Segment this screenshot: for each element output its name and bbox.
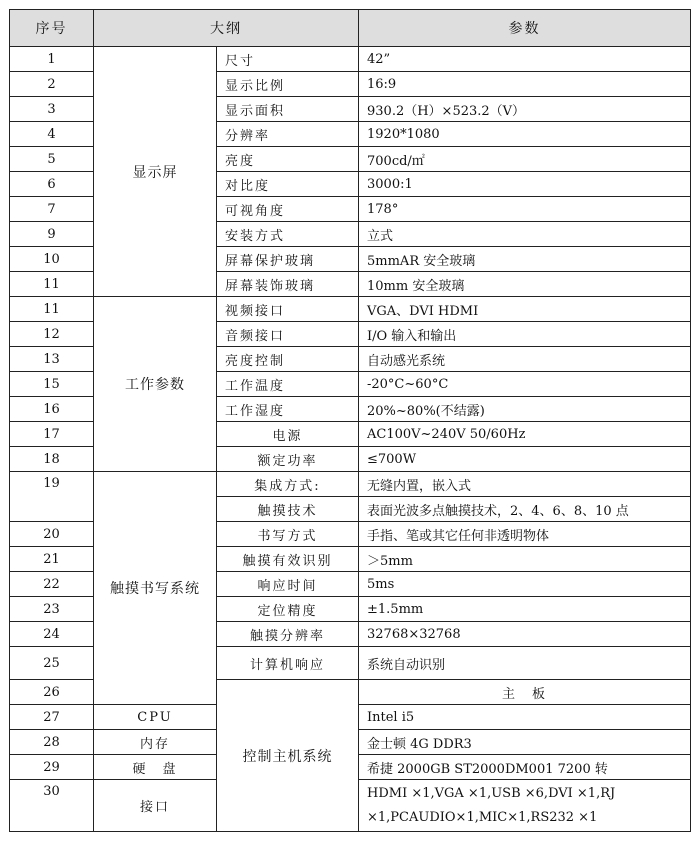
row-value: 1920*1080 — [359, 122, 691, 147]
row-value: 3000:1 — [359, 172, 691, 197]
row-value: 16:9 — [359, 72, 691, 97]
row-item: 电源 — [217, 422, 359, 447]
row-value: Intel i5 — [359, 705, 691, 730]
row-value: I/O 输入和输出 — [359, 322, 691, 347]
row-index: 28 — [10, 730, 94, 755]
row-item: 安装方式 — [217, 222, 359, 247]
row-value: HDMI ×1,VGA ×1,USB ×6,DVI ×1,RJ ×1,PCAUDIO×1,MIC×1,RS232 ×1 — [359, 780, 691, 832]
header-index: 序号 — [10, 10, 94, 47]
header-outline: 大纲 — [94, 10, 359, 47]
row-index: 19 — [10, 472, 94, 522]
row-index: 17 — [10, 422, 94, 447]
row-value: 5mmAR 安全玻璃 — [359, 247, 691, 272]
row-item: 硬 盘 — [94, 755, 217, 780]
row-value: 42” — [359, 47, 691, 72]
row-item: 显示面积 — [217, 97, 359, 122]
group-work: 工作参数 — [94, 297, 217, 472]
row-item: 接口 — [94, 780, 217, 832]
row-index: 26 — [10, 680, 94, 705]
group-display: 显示屏 — [94, 47, 217, 297]
table-row — [10, 472, 691, 497]
row-index: 20 — [10, 522, 94, 547]
header-params: 参数 — [359, 10, 691, 47]
row-item: 书写方式 — [217, 522, 359, 547]
row-value: ≤700W — [359, 447, 691, 472]
row-index: 2 — [10, 72, 94, 97]
row-item: 分辨率 — [217, 122, 359, 147]
row-item: 显示比例 — [217, 72, 359, 97]
row-value: 20%~80%(不结露) — [359, 397, 691, 422]
row-item: 内存 — [94, 730, 217, 755]
row-item: 工作湿度 — [217, 397, 359, 422]
row-index: 4 — [10, 122, 94, 147]
row-item: 可视角度 — [217, 197, 359, 222]
row-value: 930.2（H）×523.2（V） — [359, 97, 691, 122]
row-item: 亮度 — [217, 147, 359, 172]
row-index: 5 — [10, 147, 94, 172]
row-value: 金士顿 4G DDR3 — [359, 730, 691, 755]
row-index: 7 — [10, 197, 94, 222]
row-value: AC100V~240V 50/60Hz — [359, 422, 691, 447]
row-item: 屏幕装饰玻璃 — [217, 272, 359, 297]
header-row — [10, 10, 691, 47]
row-value: 32768×32768 — [359, 622, 691, 647]
row-value: 系统自动识别 — [359, 647, 691, 680]
row-index: 21 — [10, 547, 94, 572]
row-index: 10 — [10, 247, 94, 272]
row-index: 18 — [10, 447, 94, 472]
row-item: 视频接口 — [217, 297, 359, 322]
row-value: 自动感光系统 — [359, 347, 691, 372]
row-index: 6 — [10, 172, 94, 197]
row-value: 希捷 2000GB ST2000DM001 7200 转 — [359, 755, 691, 780]
row-value: ±1.5mm — [359, 597, 691, 622]
row-item: 尺寸 — [217, 47, 359, 72]
row-index: 15 — [10, 372, 94, 397]
row-item: CPU — [94, 705, 217, 730]
row-item: 响应时间 — [217, 572, 359, 597]
group-host: 控制主机系统 — [217, 680, 359, 832]
row-value: 无缝内置，嵌入式 — [359, 472, 691, 497]
row-value: 5ms — [359, 572, 691, 597]
row-item: 触摸有效识别 — [217, 547, 359, 572]
row-index: 27 — [10, 705, 94, 730]
row-item: 工作温度 — [217, 372, 359, 397]
row-item: 计算机响应 — [217, 647, 359, 680]
spec-table — [9, 9, 691, 832]
row-index: 11 — [10, 272, 94, 297]
row-value: VGA、DVI HDMI — [359, 297, 691, 322]
row-value: -20°C~60°C — [359, 372, 691, 397]
row-index: 30 — [10, 780, 94, 832]
row-index: 1 — [10, 47, 94, 72]
row-value: 表面光波多点触摸技术，2、4、6、8、10 点 — [359, 497, 691, 522]
row-value: 立式 — [359, 222, 691, 247]
row-value: 手指、笔或其它任何非透明物体 — [359, 522, 691, 547]
row-index: 12 — [10, 322, 94, 347]
group-touch: 触摸书写系统 — [94, 472, 217, 705]
row-item: 屏幕保护玻璃 — [217, 247, 359, 272]
row-item: 触摸技术 — [217, 497, 359, 522]
row-index: 9 — [10, 222, 94, 247]
row-item: 主 板 — [359, 680, 691, 705]
row-index: 24 — [10, 622, 94, 647]
row-index: 13 — [10, 347, 94, 372]
row-index: 29 — [10, 755, 94, 780]
row-value: ＞5mm — [359, 547, 691, 572]
table-row — [10, 297, 691, 322]
row-item: 额定功率 — [217, 447, 359, 472]
row-item: 集成方式: — [217, 472, 359, 497]
row-item: 定位精度 — [217, 597, 359, 622]
row-index: 25 — [10, 647, 94, 680]
row-item: 亮度控制 — [217, 347, 359, 372]
row-index: 3 — [10, 97, 94, 122]
row-value: 700cd/㎡ — [359, 147, 691, 172]
row-item: 对比度 — [217, 172, 359, 197]
row-index: 16 — [10, 397, 94, 422]
row-index: 22 — [10, 572, 94, 597]
row-index: 11 — [10, 297, 94, 322]
table-row — [10, 47, 691, 72]
row-value: 178° — [359, 197, 691, 222]
row-value: 10mm 安全玻璃 — [359, 272, 691, 297]
row-item: 音频接口 — [217, 322, 359, 347]
row-index: 23 — [10, 597, 94, 622]
row-item: 触摸分辨率 — [217, 622, 359, 647]
